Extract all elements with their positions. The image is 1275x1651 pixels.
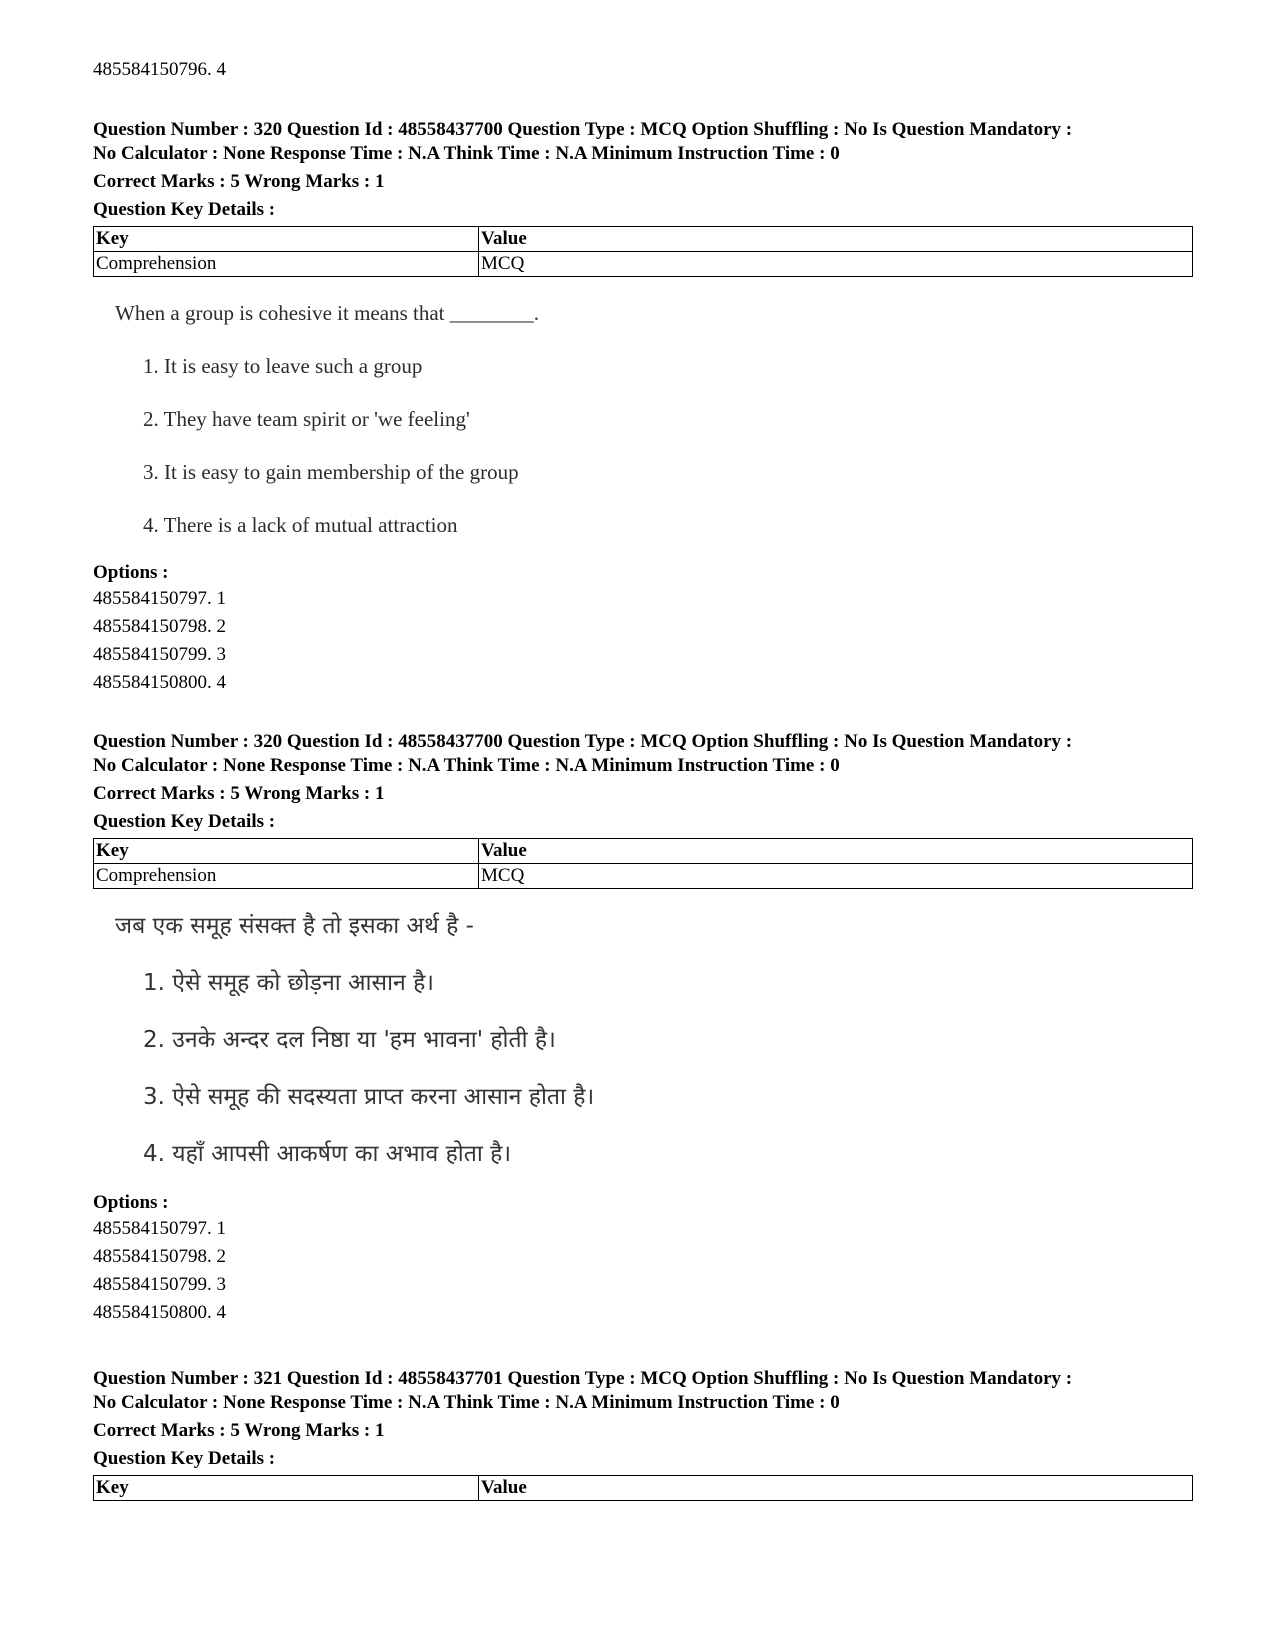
- question-item-2: 2. उनके अन्दर दल निष्ठा या 'हम भावना' होती है।: [143, 1027, 556, 1053]
- question-image: [115, 299, 1193, 539]
- question-marks: Correct Marks : 5 Wrong Marks : 1: [93, 171, 385, 192]
- question-item-1: 1. ऐसे समूह को छोड़ना आसान है।: [143, 970, 435, 996]
- key-cell: Comprehension: [94, 864, 479, 889]
- value-header-cell: Value: [479, 227, 1193, 252]
- question-key-details-label: Question Key Details :: [93, 811, 276, 832]
- question-meta-line-1: Question Number : 320 Question Id : 48558437700 Question Type : MCQ Option Shuffling : No Is Question Mandatory :: [93, 731, 1073, 752]
- option-line-3: 485584150799. 3: [93, 644, 226, 665]
- question-key-table: [93, 838, 1193, 889]
- question-meta-line-2: No Calculator : None Response Time : N.A Think Time : N.A Minimum Instruction Time : 0: [93, 1392, 840, 1413]
- value-cell: MCQ: [479, 252, 1193, 277]
- question-item-3: 3. It is easy to gain membership of the group: [143, 460, 519, 484]
- table-row: [94, 252, 1193, 277]
- question-block-2: [93, 730, 1193, 1327]
- question-marks: Correct Marks : 5 Wrong Marks : 1: [93, 783, 385, 804]
- value-header-cell: Value: [479, 839, 1193, 864]
- question-key-table: [93, 226, 1193, 277]
- table-header-row: [94, 227, 1193, 252]
- previous-option-line: 485584150796. 4: [93, 59, 226, 80]
- question-marks: Correct Marks : 5 Wrong Marks : 1: [93, 1420, 385, 1441]
- table-header-row: [94, 1476, 1193, 1501]
- option-line-1: 485584150797. 1: [93, 1218, 226, 1239]
- question-item-4: 4. यहाँ आपसी आकर्षण का अभाव होता है।: [143, 1141, 512, 1167]
- question-item-4: 4. There is a lack of mutual attraction: [143, 513, 458, 537]
- question-meta-line-2: No Calculator : None Response Time : N.A Think Time : N.A Minimum Instruction Time : 0: [93, 143, 840, 164]
- question-image: [115, 911, 1193, 1169]
- question-block-1: [93, 118, 1193, 697]
- key-header-cell: Key: [94, 227, 479, 252]
- table-row: [94, 864, 1193, 889]
- question-meta-line-1: Question Number : 321 Question Id : 48558437701 Question Type : MCQ Option Shuffling : No Is Question Mandatory :: [93, 1368, 1073, 1389]
- question-key-table: [93, 1475, 1193, 1501]
- table-header-row: [94, 839, 1193, 864]
- question-item-1: 1. It is easy to leave such a group: [143, 354, 423, 378]
- option-line-4: 485584150800. 4: [93, 672, 226, 693]
- question-meta-line-2: No Calculator : None Response Time : N.A Think Time : N.A Minimum Instruction Time : 0: [93, 755, 840, 776]
- key-header-cell: Key: [94, 839, 479, 864]
- key-header-cell: Key: [94, 1476, 479, 1501]
- question-meta-line-1: Question Number : 320 Question Id : 48558437700 Question Type : MCQ Option Shuffling : No Is Question Mandatory :: [93, 119, 1073, 140]
- options-title: Options :: [93, 1192, 169, 1213]
- value-cell: MCQ: [479, 864, 1193, 889]
- option-line-4: 485584150800. 4: [93, 1302, 226, 1323]
- options-title: Options :: [93, 562, 169, 583]
- option-line-2: 485584150798. 2: [93, 1246, 226, 1267]
- option-line-1: 485584150797. 1: [93, 588, 226, 609]
- option-line-3: 485584150799. 3: [93, 1274, 226, 1295]
- question-stem: जब एक समूह संसक्त है तो इसका अर्थ है -: [115, 913, 474, 939]
- question-key-details-label: Question Key Details :: [93, 1448, 276, 1469]
- question-item-2: 2. They have team spirit or 'we feeling': [143, 407, 470, 431]
- question-key-details-label: Question Key Details :: [93, 199, 276, 220]
- question-item-3: 3. ऐसे समूह की सदस्यता प्राप्त करना आसान होता है।: [143, 1084, 595, 1110]
- option-line-2: 485584150798. 2: [93, 616, 226, 637]
- question-block-3: [93, 1367, 1193, 1501]
- key-cell: Comprehension: [94, 252, 479, 277]
- value-header-cell: Value: [479, 1476, 1193, 1501]
- question-stem: When a group is cohesive it means that ________.: [115, 301, 539, 325]
